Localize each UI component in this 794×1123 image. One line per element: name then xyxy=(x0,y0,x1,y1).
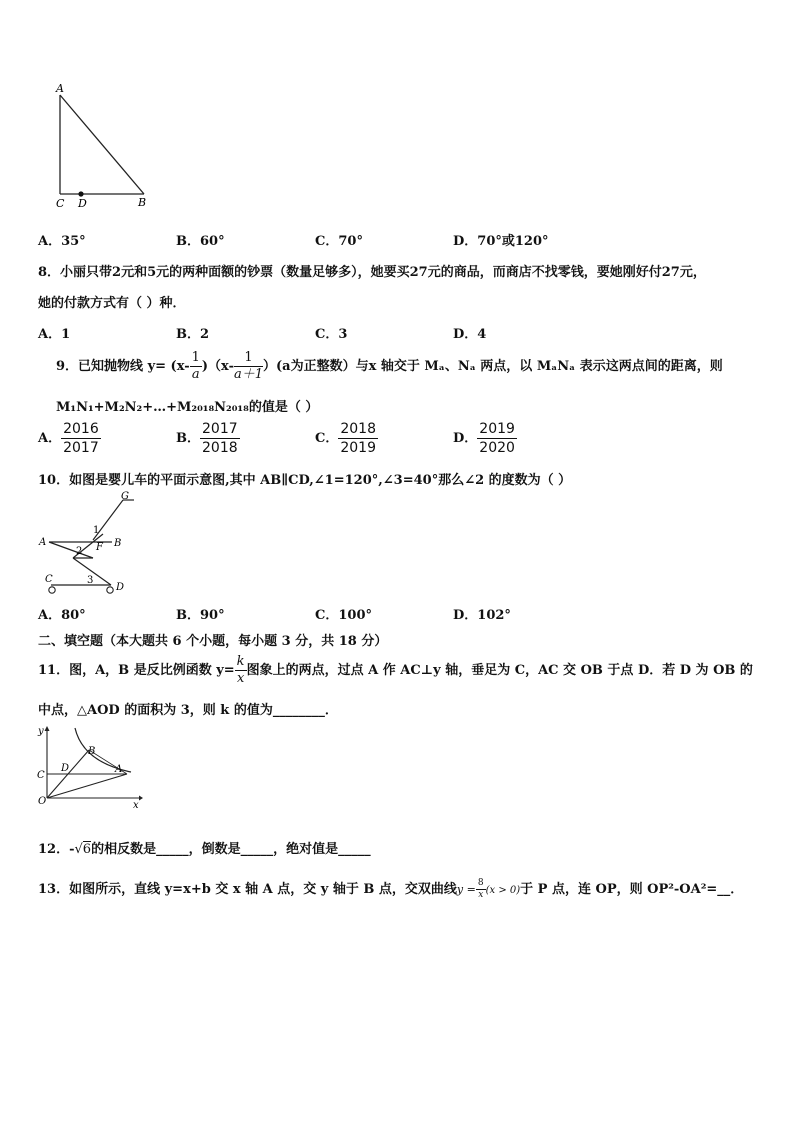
q9-text-line1 xyxy=(56,350,723,383)
q11-text-line1 xyxy=(38,654,753,687)
wheel-d xyxy=(107,587,113,593)
q12-pre: 12．- xyxy=(38,842,75,857)
q12-radicand: 6 xyxy=(82,842,92,857)
q9-post: ）(a为正整数）与x 轴交于 Mₐ、Nₐ 两点，以 MₐNₐ 表示这两点间的距离，则 xyxy=(263,359,723,374)
label-d: D xyxy=(78,197,87,210)
q8-text-line1: 8．小丽只带2元和5元的两种面额的钞票（数量足够多），她要买27元的商品，而商店不找零钱，要她刚好付27元， xyxy=(38,265,706,280)
q13-post: 于 P 点，连 OP，则 OP²-OA²=__． xyxy=(520,882,744,897)
q13-fraction: $\frac{8}{x}$ xyxy=(477,878,484,900)
q10-option-b[interactable]: B．90° xyxy=(176,608,225,623)
q11-text-line2: 中点，△AOD 的面积为 3，则 k 的值为________． xyxy=(38,703,338,718)
q9-text-line2: M₁N₁+M₂N₂+…+M₂₀₁₈N₂₀₁₈的值是（ ） xyxy=(56,400,319,415)
q9-option-d[interactable]: D． $\frac{2019}{2020}$ xyxy=(453,421,515,456)
label-c: C xyxy=(37,770,45,781)
label-angle-2: 2 xyxy=(76,546,83,557)
q9-option-b[interactable]: B． $\frac{2017}{2018}$ xyxy=(176,421,238,456)
q10-option-d[interactable]: D．102° xyxy=(453,608,511,623)
stroller-figure xyxy=(35,488,150,598)
q9-option-c[interactable]: C． $\frac{2018}{2019}$ xyxy=(315,421,376,456)
label-y: y xyxy=(38,726,44,737)
q8-option-d[interactable]: D．4 xyxy=(453,327,487,342)
q13-y-equals: y = xyxy=(456,883,476,896)
q8-option-a[interactable]: A．1 xyxy=(38,327,71,342)
q13-condition: (x > 0) xyxy=(485,885,521,896)
q9-fraction-1: $\frac{1}{a}$ xyxy=(191,350,200,382)
q13-pre: 13．如图所示，直线 y=x+b 交 x 轴 A 点，交 y 轴于 B 点，交双曲线 xyxy=(38,882,457,897)
label-angle-3: 3 xyxy=(87,575,94,586)
label-angle-1: 1 xyxy=(93,525,100,536)
q13-text xyxy=(38,878,743,901)
q7-option-d[interactable]: D．70°或120° xyxy=(453,234,549,249)
label-b: B xyxy=(88,746,96,757)
wheel-c xyxy=(49,587,55,593)
hyperbola-figure xyxy=(33,722,145,812)
q11-pre: 11．图，A，B 是反比例函数 y= xyxy=(38,663,235,678)
q11-fraction: $\frac{k}{x}$ xyxy=(236,654,245,686)
triangle-figure xyxy=(48,80,158,215)
q10-option-c[interactable]: C．100° xyxy=(315,608,372,623)
label-d: D xyxy=(116,582,125,593)
q12-post: 的相反数是_____，倒数是_____，绝对值是_____ xyxy=(91,842,371,857)
label-x: x xyxy=(133,800,139,811)
label-c: C xyxy=(45,574,53,585)
q9-mid: )（x- xyxy=(201,359,234,374)
q12-text xyxy=(38,838,371,857)
label-g: G xyxy=(121,491,129,502)
q9-fraction-2: $\frac{1}{a+1}$ xyxy=(233,350,264,382)
label-o: O xyxy=(38,796,47,807)
point-d xyxy=(78,191,83,196)
q8-text-line2: 她的付款方式有（ ）种． xyxy=(38,296,186,311)
q7-option-c[interactable]: C．70° xyxy=(315,234,363,249)
label-c: C xyxy=(56,197,65,210)
label-a: A xyxy=(39,537,47,548)
q10-text: 10．如图是婴儿车的平面示意图,其中 AB∥CD,∠1=120°,∠3=40°那么∠2 的度数为（ ） xyxy=(38,473,572,488)
q7-option-b[interactable]: B．60° xyxy=(176,234,225,249)
label-b: B xyxy=(114,538,122,549)
sqrt-symbol: √ xyxy=(74,842,83,857)
q7-option-a[interactable]: A．35° xyxy=(38,234,86,249)
q8-option-c[interactable]: C．3 xyxy=(315,327,348,342)
label-f: F xyxy=(96,542,103,553)
q9-pre: 9．已知抛物线 y= (x- xyxy=(56,359,190,374)
q11-post: 图象上的两点，过点 A 作 AC⊥y 轴，垂足为 C，AC 交 OB 于点 D．若 D 为 OB 的 xyxy=(246,663,753,678)
q8-option-b[interactable]: B．2 xyxy=(176,327,210,342)
label-a: A xyxy=(115,764,123,775)
section-heading-fill-in: 二、填空题（本大题共 6 个小题，每小题 3 分，共 18 分） xyxy=(38,634,388,649)
label-d: D xyxy=(61,763,70,774)
label-b: B xyxy=(138,196,147,209)
label-a: A xyxy=(56,82,64,95)
q10-option-a[interactable]: A．80° xyxy=(38,608,86,623)
q9-option-a[interactable]: A． $\frac{2016}{2017}$ xyxy=(38,421,99,456)
